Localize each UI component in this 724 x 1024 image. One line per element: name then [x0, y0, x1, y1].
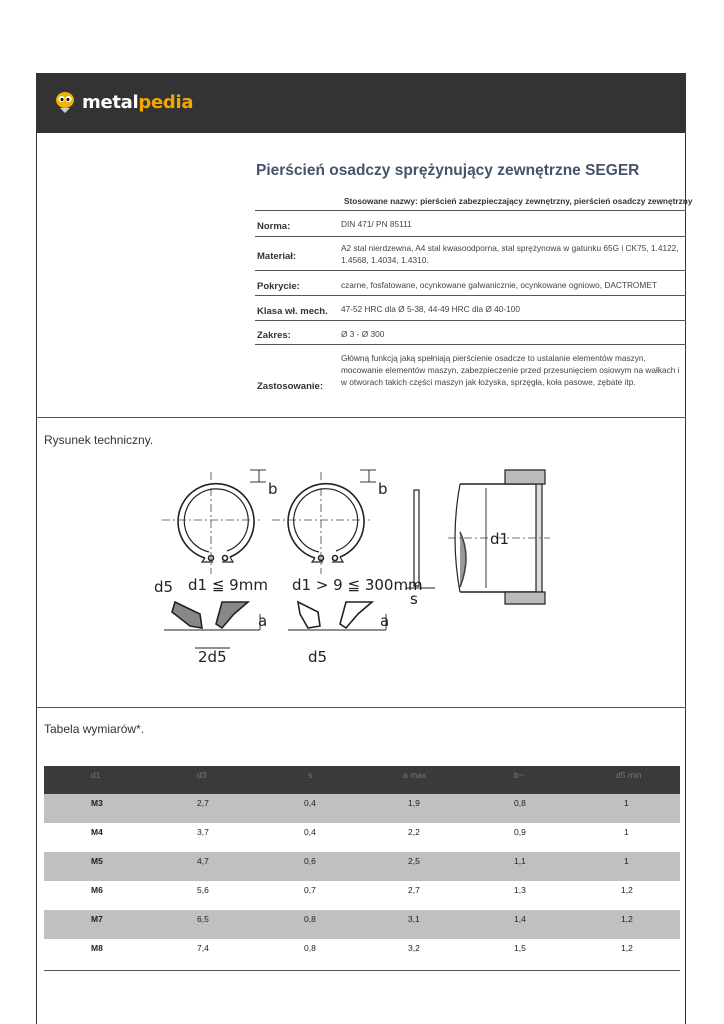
- table-cell: 0,8: [304, 914, 316, 924]
- table-row: [44, 939, 680, 968]
- header-cell: a max: [403, 770, 427, 780]
- table-cell: 0,8: [304, 943, 316, 953]
- spec-label-norma: Norma:: [257, 221, 291, 232]
- table-row: [44, 881, 680, 910]
- dimensions-table: [44, 766, 680, 968]
- label-a2: a: [380, 612, 390, 630]
- spec-divider: [255, 210, 686, 211]
- ring-large-outer: [288, 484, 364, 558]
- table-cell: 1,5: [514, 943, 526, 953]
- table-cell: 1: [624, 856, 629, 866]
- table-cell: 2,7: [197, 798, 209, 808]
- table-section-title: Tabela wymiarów*.: [44, 722, 145, 736]
- table-header-row: [44, 766, 680, 794]
- label-b1: b: [268, 480, 278, 498]
- spec-label-zastosowanie: Zastosowanie:: [257, 381, 323, 392]
- spec-value-zakres: Ø 3 - Ø 300: [341, 329, 385, 339]
- spec-value-norma: DIN 471/ PN 85111: [341, 219, 412, 229]
- spec-divider: [255, 344, 686, 345]
- table-cell: 1,2: [621, 885, 633, 895]
- table-cell: 1,4: [514, 914, 526, 924]
- spec-label-klasa: Klasa wł. mech.: [257, 306, 328, 317]
- table-cell: M6: [91, 885, 103, 895]
- header-cell: d3: [197, 770, 207, 780]
- label-d5: d5: [154, 578, 174, 596]
- technical-drawing: [150, 462, 570, 682]
- drawing-section-title: Rysunek techniczny.: [44, 433, 154, 447]
- section-divider: [36, 707, 686, 708]
- table-cell: 2,7: [408, 885, 420, 895]
- table-cell: 6,5: [197, 914, 209, 924]
- logo-text-metal: metal: [82, 91, 139, 113]
- site-header: [36, 73, 686, 133]
- label-b2: b: [378, 480, 388, 498]
- table-row: [44, 852, 680, 881]
- label-d5-large: d5: [308, 648, 328, 666]
- spec-divider: [255, 295, 686, 296]
- table-cell: 0,9: [514, 827, 526, 837]
- table-cell: 5,6: [197, 885, 209, 895]
- label-cond-small: d1 ≦ 9mm: [188, 576, 268, 594]
- header-cell: s: [308, 770, 313, 780]
- ring-small-outer: [178, 484, 254, 558]
- table-row: [44, 794, 680, 823]
- section-divider: [36, 417, 686, 418]
- table-row: [44, 910, 680, 939]
- table-cell: 0,4: [304, 827, 316, 837]
- table-cell: 1,3: [514, 885, 526, 895]
- table-cell: 0,4: [304, 798, 316, 808]
- table-cell: 1: [624, 798, 629, 808]
- spec-label-zakres: Zakres:: [257, 330, 291, 341]
- label-cond-large: d1 > 9 ≦ 300mm: [292, 576, 423, 594]
- spec-label-pokrycie: Pokrycie:: [257, 281, 300, 292]
- spec-value-material: A2 stal nierdzewna, A4 stal kwasoodporna, stal sprężynowa w gatunku 65G i CK75, 1.4122, 1.4568, 1.4034, 1.4310.: [341, 243, 679, 265]
- spec-value-zastosowanie: Główną funkcją jaką spełniają pierścienie osadcze to ustalanie elementów maszyn, mocowanie elementów maszyn, zabezpieczenie przed przesunięciem osiowym na wałkach i w otworach takich części maszyn jak łożyska, sprzęgła, koła pasowe, zębate itp.: [341, 353, 680, 387]
- table-cell: 7,4: [197, 943, 209, 953]
- table-cell: 2,5: [408, 856, 420, 866]
- spec-value-klasa: 47-52 HRC dla Ø 5-38, 44-49 HRC dla Ø 40-100: [341, 304, 520, 314]
- table-cell: 1: [624, 827, 629, 837]
- mascot-icon: [54, 90, 76, 114]
- table-cell: M4: [91, 827, 103, 837]
- label-s: s: [410, 590, 418, 608]
- table-cell: 1,1: [514, 856, 526, 866]
- table-cell: 1,2: [621, 943, 633, 953]
- header-cell: d1: [91, 770, 101, 780]
- table-cell: 3,1: [408, 914, 420, 924]
- table-cell: 1,9: [408, 798, 420, 808]
- label-d1: d1: [490, 530, 510, 548]
- alternative-names: Stosowane nazwy: pierścień zabezpieczający zewnętrzny, pierścień osadczy zewnętrzny: [344, 196, 693, 206]
- table-cell: 3,2: [408, 943, 420, 953]
- table-cell: M3: [91, 798, 103, 808]
- spec-label-material: Materiał:: [257, 251, 297, 262]
- table-cell: 3,7: [197, 827, 209, 837]
- table-cell: 4,7: [197, 856, 209, 866]
- logo-text-pedia: pedia: [138, 91, 194, 113]
- table-cell: 0,6: [304, 856, 316, 866]
- label-2d5: 2d5: [198, 648, 227, 666]
- metalpedia-logo[interactable]: [54, 90, 193, 114]
- table-cell: 0,7: [304, 885, 316, 895]
- table-bottom-border: [44, 970, 680, 971]
- table-cell: M5: [91, 856, 103, 866]
- table-cell: 2,2: [408, 827, 420, 837]
- page-title: Pierścień osadczy sprężynujący zewnętrzne SEGER: [256, 162, 640, 179]
- table-cell: M8: [91, 943, 103, 953]
- label-a1: a: [258, 612, 268, 630]
- spec-value-pokrycie: czarne, fosfatowane, ocynkowane galwanicznie, ocynkowane ogniowo, DACTROMET: [341, 280, 657, 290]
- table-cell: M7: [91, 914, 103, 924]
- spec-divider: [255, 270, 686, 271]
- table-cell: 1,2: [621, 914, 633, 924]
- table-cell: 0,8: [514, 798, 526, 808]
- table-row: [44, 823, 680, 852]
- header-cell: d5 min: [616, 770, 642, 780]
- spec-divider: [255, 236, 686, 237]
- spec-divider: [255, 320, 686, 321]
- header-cell: b~: [514, 770, 524, 780]
